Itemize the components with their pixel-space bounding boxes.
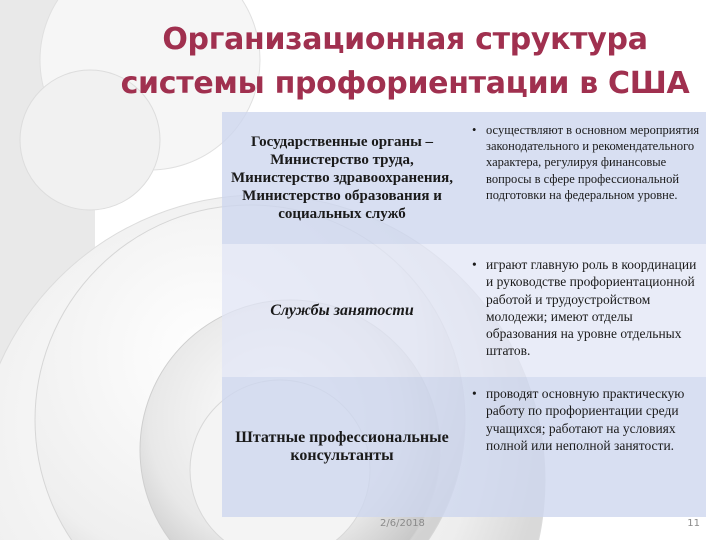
row-3-body xyxy=(222,377,462,517)
row-1-description-text: осуществляют в основном мероприятия законодательного и рекомендательного характера, регулируя финансовые вопросы в сфере профессиональной подготовки на федеральном уровне. xyxy=(486,123,700,202)
page-number: 11 xyxy=(687,518,700,529)
row-1-body xyxy=(222,112,462,244)
footer-date: 2/6/2018 xyxy=(380,518,425,529)
row-2-body-text: Службы занятости xyxy=(270,301,414,319)
row-1-body-text: Государственные органы – Министерство труда, Министерство здравоохранения, Министерство образования и социальных служб xyxy=(231,134,453,222)
bullet-icon: • xyxy=(472,123,477,137)
page-title: Организационная структура системы профориентации в США xyxy=(120,22,690,101)
row-1-description xyxy=(462,112,706,244)
bullet-icon: • xyxy=(472,257,477,272)
row-3-description xyxy=(462,377,706,517)
structure-table xyxy=(222,112,706,517)
row-2-description xyxy=(462,244,706,377)
row-3-description-text: проводят основную практическую работу по профориентации среди учащихся; работают на условиях полной или неполной занятости. xyxy=(486,386,685,453)
row-2-body xyxy=(222,244,462,377)
row-3-body-text: Штатные профессиональные консультанты xyxy=(235,429,449,464)
row-2-description-text: играют главную роль в координации и руководстве профориентационной работой и трудоустройством молодежи; имеют отделы образования на уровне отдельных штатов. xyxy=(486,257,697,359)
bullet-icon: • xyxy=(472,386,477,401)
